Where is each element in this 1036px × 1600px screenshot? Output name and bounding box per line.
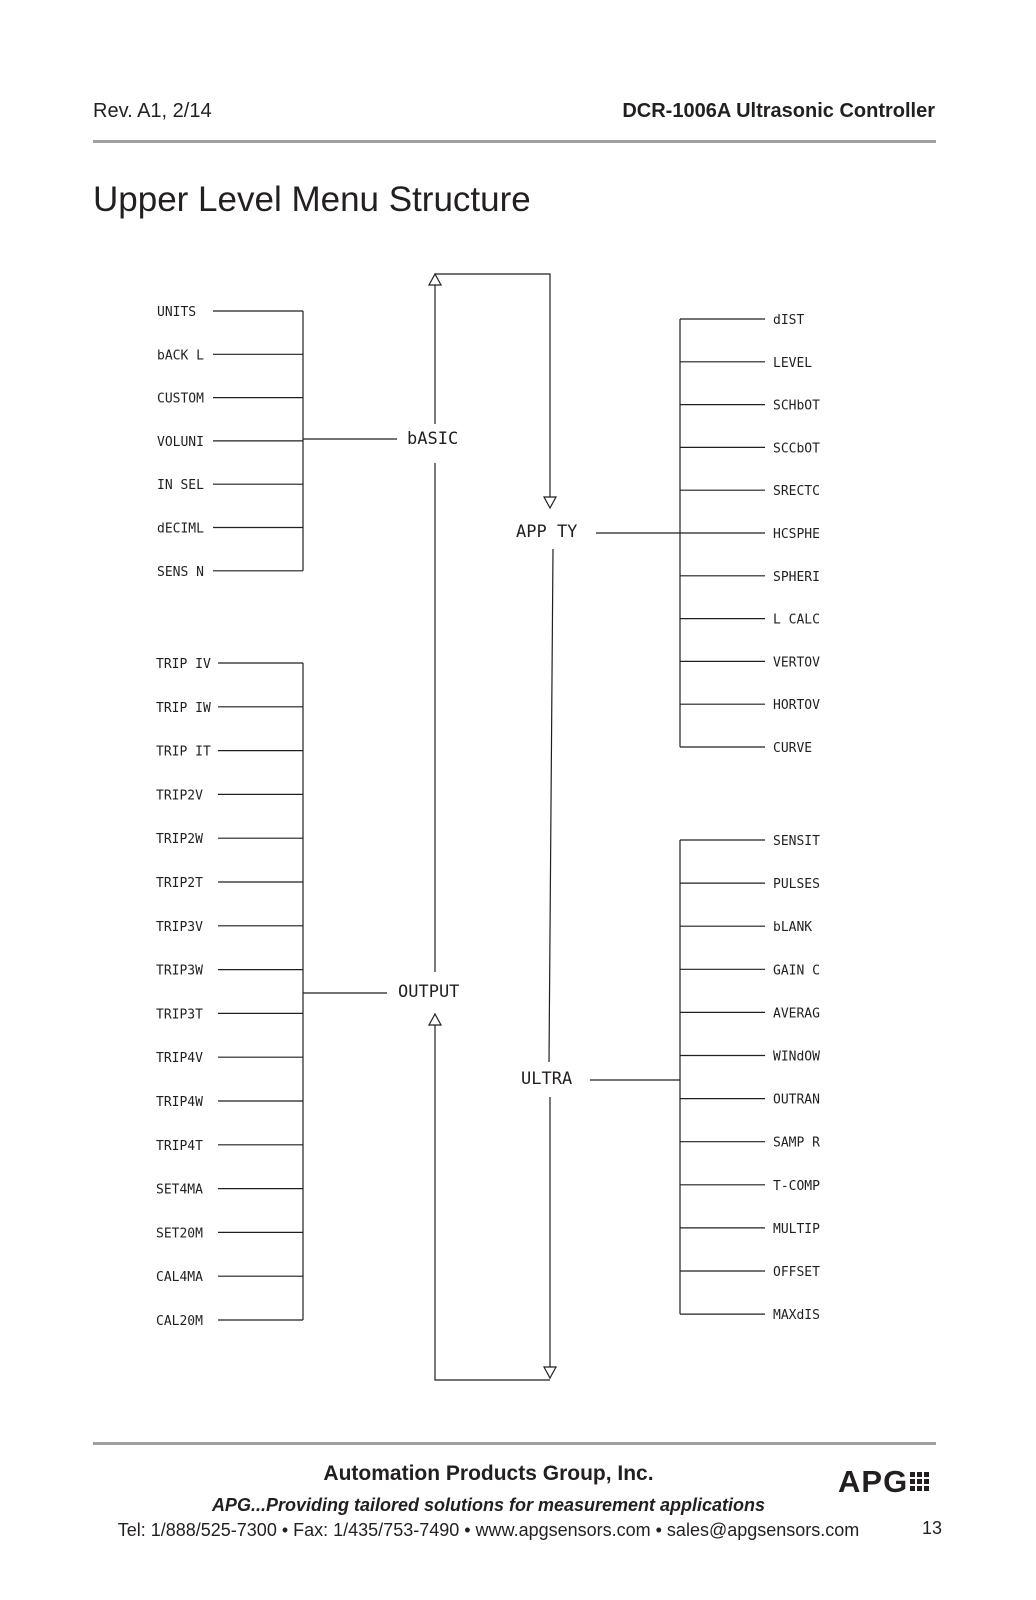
- menu-item: GAIN C: [773, 963, 820, 979]
- menu-item: dECIML: [157, 521, 204, 537]
- arrow-down-icon: [544, 497, 556, 508]
- loop-line: [435, 274, 550, 497]
- menu-item: IN SEL: [157, 478, 204, 494]
- menu-item: SCCbOT: [773, 441, 820, 457]
- arrow-up-icon: [429, 274, 441, 285]
- menu-item: bLANK: [773, 920, 813, 936]
- menu-item: SENS N: [157, 564, 204, 580]
- menu-item: SENSIT: [773, 834, 820, 849]
- menu-item: UNITS: [157, 305, 197, 320]
- menu-item: dIST: [773, 313, 805, 328]
- apg-logo: [838, 1464, 932, 1500]
- menu-item: TRIP4W: [156, 1095, 203, 1110]
- menu-item: CAL4MA: [156, 1270, 203, 1286]
- menu-item: WINdOW: [773, 1049, 820, 1065]
- hub-basic: bASIC: [407, 429, 459, 449]
- menu-item: OUTRAN: [773, 1092, 820, 1108]
- loop-line: [549, 549, 553, 1062]
- menu-item: SPHERI: [773, 569, 820, 585]
- hub-output: OUTPUT: [398, 982, 460, 1002]
- footer-contact: Tel: 1/888/525-7300 • Fax: 1/435/753-7490 • www.apgsensors.com • sales@apgsensors.com: [117, 1520, 860, 1540]
- menu-item: T-COMP: [773, 1178, 820, 1194]
- hub-ultra: ULTRA: [521, 1069, 573, 1089]
- menu-item: HCSPHE: [773, 527, 820, 542]
- page-number: 13: [922, 1518, 943, 1538]
- menu-item: HORTOV: [773, 698, 820, 714]
- menu-item: CAL20M: [156, 1314, 203, 1329]
- menu-item: TRIP IT: [156, 744, 211, 760]
- menu-item: bACK L: [157, 348, 204, 364]
- arrow-down-icon: [544, 1367, 556, 1378]
- document-title: DCR-1006A Ultrasonic Controller: [622, 100, 935, 122]
- revision-label: Rev. A1, 2/14: [93, 100, 212, 122]
- hub-app-ty: APP TY: [516, 522, 578, 542]
- footer-tagline: APG...Providing tailored solutions for measurement applications: [211, 1495, 766, 1515]
- menu-item: SET4MA: [156, 1182, 203, 1198]
- menu-item: TRIP2T: [156, 876, 203, 891]
- menu-item: TRIP IW: [156, 700, 211, 716]
- menu-item: TRIP3W: [156, 963, 203, 979]
- menu-item: VERTOV: [773, 655, 820, 671]
- menu-item: OFFSET: [773, 1265, 820, 1280]
- menu-item: TRIP4T: [156, 1138, 203, 1154]
- footer-company: Automation Products Group, Inc.: [323, 1462, 654, 1485]
- arrow-up-icon: [429, 1014, 441, 1025]
- menu-item: TRIP2V: [156, 788, 203, 804]
- menu-item: SAMP R: [773, 1135, 820, 1151]
- menu-item: SRECTC: [773, 484, 820, 500]
- menu-item: CUSTOM: [157, 391, 204, 407]
- menu-item: TRIP4V: [156, 1051, 203, 1067]
- menu-item: TRIP IV: [156, 657, 211, 672]
- menu-item: LEVEL: [773, 355, 813, 371]
- diagram-items: [156, 305, 820, 1329]
- menu-item: SET20M: [156, 1226, 203, 1242]
- menu-item: L CALC: [773, 612, 820, 628]
- logo-text: APG: [838, 1464, 909, 1499]
- menu-item: TRIP3V: [156, 919, 203, 935]
- menu-item: PULSES: [773, 877, 820, 893]
- menu-item: CURVE: [773, 741, 813, 756]
- menu-item: SCHbOT: [773, 398, 820, 414]
- footer-divider: [93, 1442, 936, 1445]
- menu-item: MULTIP: [773, 1221, 820, 1237]
- page-title: Upper Level Menu Structure: [93, 180, 531, 219]
- diagram-connectors: [213, 274, 765, 1380]
- menu-item: TRIP3T: [156, 1007, 203, 1023]
- menu-item: AVERAG: [773, 1006, 820, 1022]
- menu-item: MAXdIS: [773, 1308, 820, 1324]
- menu-item: TRIP2W: [156, 832, 203, 848]
- menu-item: VOLUNI: [157, 434, 204, 450]
- logo-grid-icon: [908, 1469, 932, 1495]
